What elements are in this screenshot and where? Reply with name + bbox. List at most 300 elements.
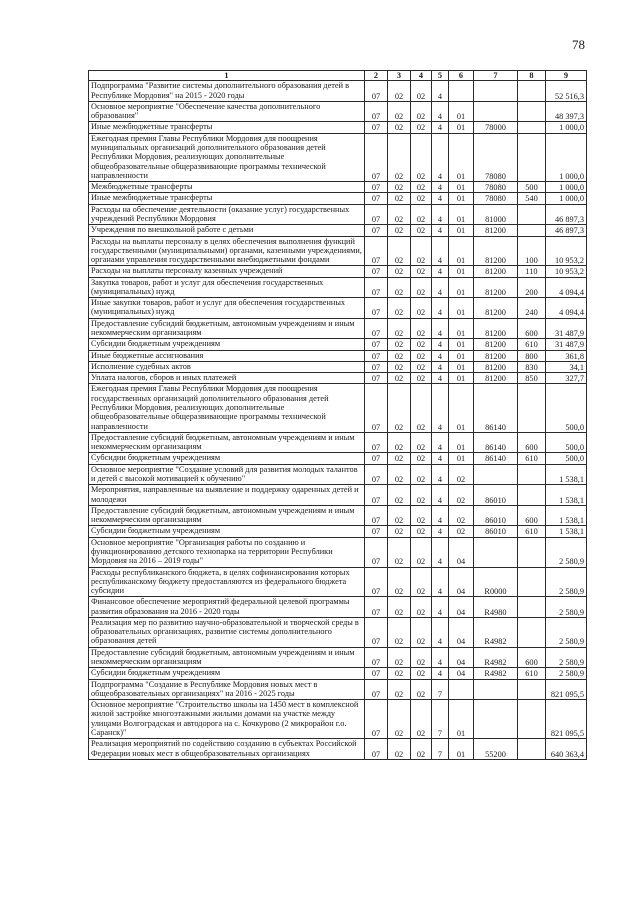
row-direction: 86010 <box>474 485 518 506</box>
row-subprogram: 4 <box>432 277 449 298</box>
column-header-subsection: 3 <box>388 71 411 81</box>
table-row <box>89 537 587 567</box>
table-row <box>89 373 587 384</box>
row-name: Расходы на обеспечение деятельности (оказание услуг) государственных учреждений Республики Мордовия <box>89 204 365 225</box>
row-direction: 81200 <box>474 318 518 339</box>
table-row <box>89 567 587 597</box>
row-subprogram: 4 <box>432 133 449 181</box>
row-event: 01 <box>449 739 474 760</box>
table-row <box>89 339 587 350</box>
row-sum: 10 953,2 <box>546 266 587 277</box>
row-subprogram: 4 <box>432 567 449 597</box>
row-subprogram: 4 <box>432 101 449 122</box>
row-expense-type: 610 <box>518 526 546 537</box>
row-name: Субсидии бюджетным учреждениям <box>89 526 365 537</box>
row-event: 01 <box>449 204 474 225</box>
row-name: Расходы республиканского бюджета, в целях софинансирования которых республиканскому бюджету предоставляются из федерального бюджета субсидии <box>89 567 365 597</box>
column-header-section: 2 <box>365 71 388 81</box>
row-sum: 2 580,9 <box>546 597 587 618</box>
row-subsection: 02 <box>388 464 411 485</box>
row-name: Ежегодная премия Главы Республики Мордовия для поощрения муниципальных организаций дополнительного образования детей Республики Мордовия, реализующих дополнительные общеобразовательные общеразвивающие программы технической направленности <box>89 133 365 181</box>
row-program: 02 <box>411 432 432 453</box>
row-expense-type <box>518 225 546 236</box>
row-section: 07 <box>365 505 388 526</box>
row-subsection: 02 <box>388 679 411 700</box>
row-section: 07 <box>365 739 388 760</box>
table-row <box>89 122 587 133</box>
row-expense-type: 110 <box>518 266 546 277</box>
row-program: 02 <box>411 361 432 372</box>
row-section: 07 <box>365 617 388 647</box>
row-subsection: 02 <box>388 526 411 537</box>
row-subsection: 02 <box>388 101 411 122</box>
row-subprogram: 4 <box>432 122 449 133</box>
row-subprogram: 4 <box>432 668 449 679</box>
row-program: 02 <box>411 339 432 350</box>
row-direction: 86140 <box>474 384 518 432</box>
row-sum: 4 094,4 <box>546 277 587 298</box>
row-program: 02 <box>411 266 432 277</box>
row-subsection: 02 <box>388 432 411 453</box>
row-subprogram: 4 <box>432 350 449 361</box>
row-name: Основное мероприятие "Создание условий для развития молодых талантов и детей с высокой мотивацией к обучению" <box>89 464 365 485</box>
row-event: 04 <box>449 617 474 647</box>
row-subprogram: 4 <box>432 464 449 485</box>
row-subprogram: 4 <box>432 81 449 102</box>
row-expense-type <box>518 122 546 133</box>
row-expense-type <box>518 133 546 181</box>
column-header-expense-type: 8 <box>518 71 546 81</box>
row-program: 02 <box>411 597 432 618</box>
row-section: 07 <box>365 101 388 122</box>
row-subsection: 02 <box>388 81 411 102</box>
row-subsection: 02 <box>388 225 411 236</box>
row-section: 07 <box>365 133 388 181</box>
row-direction: 78080 <box>474 193 518 204</box>
row-program: 02 <box>411 225 432 236</box>
row-expense-type: 800 <box>518 350 546 361</box>
table-row <box>89 266 587 277</box>
row-name: Субсидии бюджетным учреждениям <box>89 668 365 679</box>
row-expense-type <box>518 679 546 700</box>
row-event: 01 <box>449 101 474 122</box>
row-section: 07 <box>365 277 388 298</box>
table-row <box>89 361 587 372</box>
row-subsection: 02 <box>388 236 411 266</box>
row-sum: 361,8 <box>546 350 587 361</box>
row-section: 07 <box>365 225 388 236</box>
row-name: Учреждения по внешкольной работе с детьми <box>89 225 365 236</box>
row-event: 01 <box>449 266 474 277</box>
row-expense-type: 600 <box>518 432 546 453</box>
row-subsection: 02 <box>388 339 411 350</box>
row-sum: 500,0 <box>546 432 587 453</box>
table-row <box>89 193 587 204</box>
row-event: 01 <box>449 133 474 181</box>
row-direction: 86140 <box>474 453 518 464</box>
row-subsection: 02 <box>388 617 411 647</box>
row-program: 02 <box>411 277 432 298</box>
row-subprogram: 7 <box>432 739 449 760</box>
row-event: 01 <box>449 700 474 739</box>
row-name: Расходы на выплаты персоналу в целях обеспечения выполнения функций государственными (муниципальными) органами, казенными учреждениями, органами управления государственными внебюджетными фондами <box>89 236 365 266</box>
table-row <box>89 597 587 618</box>
row-event: 01 <box>449 384 474 432</box>
row-subprogram: 4 <box>432 617 449 647</box>
row-name: Предоставление субсидий бюджетным, автономным учреждениям и иным некоммерческим организациям <box>89 318 365 339</box>
row-name: Иные бюджетные ассигнования <box>89 350 365 361</box>
table-row <box>89 182 587 193</box>
row-expense-type: 600 <box>518 505 546 526</box>
table-row <box>89 679 587 700</box>
row-subsection: 02 <box>388 373 411 384</box>
row-expense-type <box>518 101 546 122</box>
row-direction: R4982 <box>474 647 518 668</box>
row-subsection: 02 <box>388 277 411 298</box>
row-sum: 2 580,9 <box>546 537 587 567</box>
table-row <box>89 432 587 453</box>
row-name: Предоставление субсидий бюджетным, автономным учреждениям и иным некоммерческим организациям <box>89 432 365 453</box>
row-event: 01 <box>449 350 474 361</box>
row-direction: 81200 <box>474 298 518 319</box>
row-expense-type: 240 <box>518 298 546 319</box>
row-program: 02 <box>411 505 432 526</box>
row-subprogram: 7 <box>432 679 449 700</box>
row-subprogram: 4 <box>432 182 449 193</box>
row-sum: 2 580,9 <box>546 668 587 679</box>
row-subsection: 02 <box>388 567 411 597</box>
row-sum: 500,0 <box>546 453 587 464</box>
row-name: Субсидии бюджетным учреждениям <box>89 339 365 350</box>
row-expense-type <box>518 537 546 567</box>
row-sum: 10 953,2 <box>546 236 587 266</box>
table-row <box>89 700 587 739</box>
row-subsection: 02 <box>388 453 411 464</box>
row-event: 01 <box>449 373 474 384</box>
row-expense-type: 100 <box>518 236 546 266</box>
row-section: 07 <box>365 464 388 485</box>
row-section: 07 <box>365 485 388 506</box>
row-event <box>449 679 474 700</box>
row-program: 02 <box>411 204 432 225</box>
row-subsection: 02 <box>388 298 411 319</box>
row-subprogram: 4 <box>432 453 449 464</box>
row-name: Основное мероприятие "Строительство школы на 1450 мест в комплексной жилой застройке многоэтажными жилыми домами на участке между улицами Волгоградская и автодорога на с. Кочкурово (2 микрорайон г.о. Саранск)" <box>89 700 365 739</box>
table-row <box>89 350 587 361</box>
table-row <box>89 101 587 122</box>
row-event: 04 <box>449 567 474 597</box>
row-subsection: 02 <box>388 133 411 181</box>
row-name: Иные закупки товаров, работ и услуг для обеспечения государственных (муниципальных) нужд <box>89 298 365 319</box>
row-program: 02 <box>411 617 432 647</box>
row-section: 07 <box>365 81 388 102</box>
row-direction: 86010 <box>474 505 518 526</box>
row-name: Расходы на выплаты персоналу казенных учреждений <box>89 266 365 277</box>
table-row <box>89 526 587 537</box>
row-subprogram: 4 <box>432 505 449 526</box>
row-program: 02 <box>411 464 432 485</box>
row-name: Закупка товаров, работ и услуг для обеспечения государственных (муниципальных) нужд <box>89 277 365 298</box>
table-row <box>89 81 587 102</box>
row-section: 07 <box>365 361 388 372</box>
row-event: 01 <box>449 182 474 193</box>
row-section: 07 <box>365 453 388 464</box>
row-name: Основное мероприятие "Обеспечение качества дополнительного образования" <box>89 101 365 122</box>
row-subsection: 02 <box>388 668 411 679</box>
row-section: 07 <box>365 432 388 453</box>
row-section: 07 <box>365 182 388 193</box>
row-sum: 327,7 <box>546 373 587 384</box>
row-subsection: 02 <box>388 384 411 432</box>
row-event: 01 <box>449 277 474 298</box>
row-direction: 86140 <box>474 432 518 453</box>
row-sum: 1 000,0 <box>546 193 587 204</box>
budget-table <box>88 70 587 760</box>
row-program: 02 <box>411 373 432 384</box>
row-name: Подпрограмма "Развитие системы дополнительного образования детей в Республике Мордовия" на 2015 - 2020 годы <box>89 81 365 102</box>
row-sum: 821 095,5 <box>546 679 587 700</box>
column-header-sum: 9 <box>546 71 587 81</box>
row-section: 07 <box>365 700 388 739</box>
table-row <box>89 453 587 464</box>
row-subsection: 02 <box>388 122 411 133</box>
row-sum: 46 897,3 <box>546 204 587 225</box>
row-direction: 78080 <box>474 133 518 181</box>
row-subsection: 02 <box>388 204 411 225</box>
row-section: 07 <box>365 647 388 668</box>
row-subsection: 02 <box>388 739 411 760</box>
row-program: 02 <box>411 384 432 432</box>
row-sum: 1 000,0 <box>546 182 587 193</box>
row-section: 07 <box>365 193 388 204</box>
row-name: Предоставление субсидий бюджетным, автономным учреждениям и иным некоммерческим организациям <box>89 505 365 526</box>
table-row <box>89 617 587 647</box>
row-sum: 1 538,1 <box>546 464 587 485</box>
row-sum: 500,0 <box>546 384 587 432</box>
row-subprogram: 4 <box>432 432 449 453</box>
row-sum: 34,1 <box>546 361 587 372</box>
row-subprogram: 4 <box>432 373 449 384</box>
table-row <box>89 668 587 679</box>
row-name: Предоставление субсидий бюджетным, автономным учреждениям и иным некоммерческим организациям <box>89 647 365 668</box>
row-sum: 52 516,3 <box>546 81 587 102</box>
table-row <box>89 277 587 298</box>
row-subprogram: 4 <box>432 384 449 432</box>
row-program: 02 <box>411 453 432 464</box>
row-program: 02 <box>411 350 432 361</box>
row-subsection: 02 <box>388 647 411 668</box>
row-expense-type: 500 <box>518 182 546 193</box>
row-event: 04 <box>449 537 474 567</box>
row-event: 02 <box>449 505 474 526</box>
row-direction: 81200 <box>474 236 518 266</box>
row-direction <box>474 700 518 739</box>
row-expense-type: 200 <box>518 277 546 298</box>
row-subsection: 02 <box>388 700 411 739</box>
row-subprogram: 4 <box>432 526 449 537</box>
row-section: 07 <box>365 567 388 597</box>
row-expense-type: 600 <box>518 318 546 339</box>
row-subprogram: 4 <box>432 647 449 668</box>
row-event: 01 <box>449 318 474 339</box>
row-program: 02 <box>411 133 432 181</box>
row-event: 04 <box>449 668 474 679</box>
row-event: 02 <box>449 485 474 506</box>
row-program: 02 <box>411 236 432 266</box>
row-section: 07 <box>365 318 388 339</box>
row-subsection: 02 <box>388 266 411 277</box>
table-header-row <box>89 71 587 81</box>
row-direction: 81200 <box>474 266 518 277</box>
row-event: 01 <box>449 453 474 464</box>
row-section: 07 <box>365 236 388 266</box>
row-direction: R4982 <box>474 617 518 647</box>
row-subprogram: 4 <box>432 318 449 339</box>
row-event: 01 <box>449 432 474 453</box>
row-expense-type: 610 <box>518 453 546 464</box>
row-expense-type <box>518 700 546 739</box>
row-name: Финансовое обеспечение мероприятий федеральной целевой программы развития образования на 2016 - 2020 годы <box>89 597 365 618</box>
row-event: 01 <box>449 225 474 236</box>
row-program: 02 <box>411 193 432 204</box>
table-row <box>89 318 587 339</box>
table-row <box>89 647 587 668</box>
row-name: Межбюджетные трансферты <box>89 182 365 193</box>
row-subprogram: 4 <box>432 361 449 372</box>
row-expense-type: 610 <box>518 339 546 350</box>
row-name: Мероприятия, направленные на выявление и поддержку одаренных детей и молодежи <box>89 485 365 506</box>
row-section: 07 <box>365 122 388 133</box>
column-header-direction: 7 <box>474 71 518 81</box>
row-event: 01 <box>449 236 474 266</box>
row-direction: 55200 <box>474 739 518 760</box>
row-sum: 4 094,4 <box>546 298 587 319</box>
row-direction: 81200 <box>474 339 518 350</box>
row-expense-type <box>518 617 546 647</box>
row-event: 01 <box>449 361 474 372</box>
row-event: 01 <box>449 339 474 350</box>
table-row <box>89 505 587 526</box>
column-header-name: 1 <box>89 71 365 81</box>
row-expense-type: 540 <box>518 193 546 204</box>
row-program: 02 <box>411 81 432 102</box>
row-sum: 1 000,0 <box>546 122 587 133</box>
row-subsection: 02 <box>388 318 411 339</box>
row-program: 02 <box>411 101 432 122</box>
row-program: 02 <box>411 485 432 506</box>
row-program: 02 <box>411 122 432 133</box>
row-name: Реализация мероприятий по содействию созданию в субъектах Российской Федерации новых мест в общеобразовательных организациях <box>89 739 365 760</box>
row-event: 01 <box>449 193 474 204</box>
row-subprogram: 4 <box>432 537 449 567</box>
row-section: 07 <box>365 298 388 319</box>
row-subprogram: 4 <box>432 298 449 319</box>
row-subprogram: 4 <box>432 204 449 225</box>
row-event: 02 <box>449 526 474 537</box>
row-event <box>449 81 474 102</box>
row-expense-type <box>518 81 546 102</box>
row-section: 07 <box>365 339 388 350</box>
row-name: Уплата налогов, сборов и иных платежей <box>89 373 365 384</box>
row-direction: 86010 <box>474 526 518 537</box>
row-direction: 81200 <box>474 277 518 298</box>
row-event: 01 <box>449 122 474 133</box>
row-sum: 1 538,1 <box>546 505 587 526</box>
row-program: 02 <box>411 298 432 319</box>
row-program: 02 <box>411 318 432 339</box>
row-subprogram: 4 <box>432 225 449 236</box>
table-row <box>89 204 587 225</box>
row-expense-type: 830 <box>518 361 546 372</box>
column-header-subprogram: 5 <box>432 71 449 81</box>
row-sum: 1 000,0 <box>546 133 587 181</box>
row-subprogram: 4 <box>432 266 449 277</box>
row-section: 07 <box>365 373 388 384</box>
row-sum: 640 363,4 <box>546 739 587 760</box>
row-direction: 81200 <box>474 350 518 361</box>
row-section: 07 <box>365 597 388 618</box>
row-sum: 31 487,9 <box>546 339 587 350</box>
row-section: 07 <box>365 384 388 432</box>
row-expense-type <box>518 567 546 597</box>
row-event: 01 <box>449 298 474 319</box>
row-sum: 821 095,5 <box>546 700 587 739</box>
page-number: 78 <box>572 37 585 52</box>
row-subprogram: 4 <box>432 193 449 204</box>
row-name: Основное мероприятие "Организация работы по созданию и функционированию детского технопарка на территории Республики Мордовия на 2016 – 2019 годы" <box>89 537 365 567</box>
row-name: Реализация мер по развитию научно-образовательной и творческой среды в образовательных организациях, развитие системы дополнительного образования детей <box>89 617 365 647</box>
row-section: 07 <box>365 350 388 361</box>
row-expense-type <box>518 597 546 618</box>
table-row <box>89 464 587 485</box>
row-name: Ежегодная премия Главы Республики Мордовия для поощрения государственных организаций дополнительного образования детей Республики Мордовия, реализующих дополнительные общеобразовательные общеразвивающие программы технической направленности <box>89 384 365 432</box>
row-name: Субсидии бюджетным учреждениям <box>89 453 365 464</box>
column-header-event: 6 <box>449 71 474 81</box>
row-program: 02 <box>411 567 432 597</box>
row-direction: 81200 <box>474 361 518 372</box>
row-direction <box>474 679 518 700</box>
row-direction <box>474 81 518 102</box>
row-sum: 2 580,9 <box>546 567 587 597</box>
row-program: 02 <box>411 526 432 537</box>
row-program: 02 <box>411 700 432 739</box>
row-sum: 48 397,3 <box>546 101 587 122</box>
row-section: 07 <box>365 266 388 277</box>
row-program: 02 <box>411 679 432 700</box>
row-direction: R0000 <box>474 567 518 597</box>
row-program: 02 <box>411 647 432 668</box>
row-event: 02 <box>449 464 474 485</box>
row-expense-type: 610 <box>518 668 546 679</box>
row-program: 02 <box>411 182 432 193</box>
row-expense-type <box>518 204 546 225</box>
row-sum: 1 538,1 <box>546 485 587 506</box>
row-subprogram: 4 <box>432 597 449 618</box>
row-subsection: 02 <box>388 350 411 361</box>
row-section: 07 <box>365 668 388 679</box>
row-sum: 2 580,9 <box>546 617 587 647</box>
row-expense-type <box>518 464 546 485</box>
row-expense-type: 850 <box>518 373 546 384</box>
table-row <box>89 133 587 181</box>
row-direction: 78080 <box>474 182 518 193</box>
row-section: 07 <box>365 679 388 700</box>
row-sum: 31 487,9 <box>546 318 587 339</box>
row-subsection: 02 <box>388 505 411 526</box>
table-row <box>89 485 587 506</box>
row-subsection: 02 <box>388 537 411 567</box>
row-name: Иные межбюджетные трансферты <box>89 122 365 133</box>
